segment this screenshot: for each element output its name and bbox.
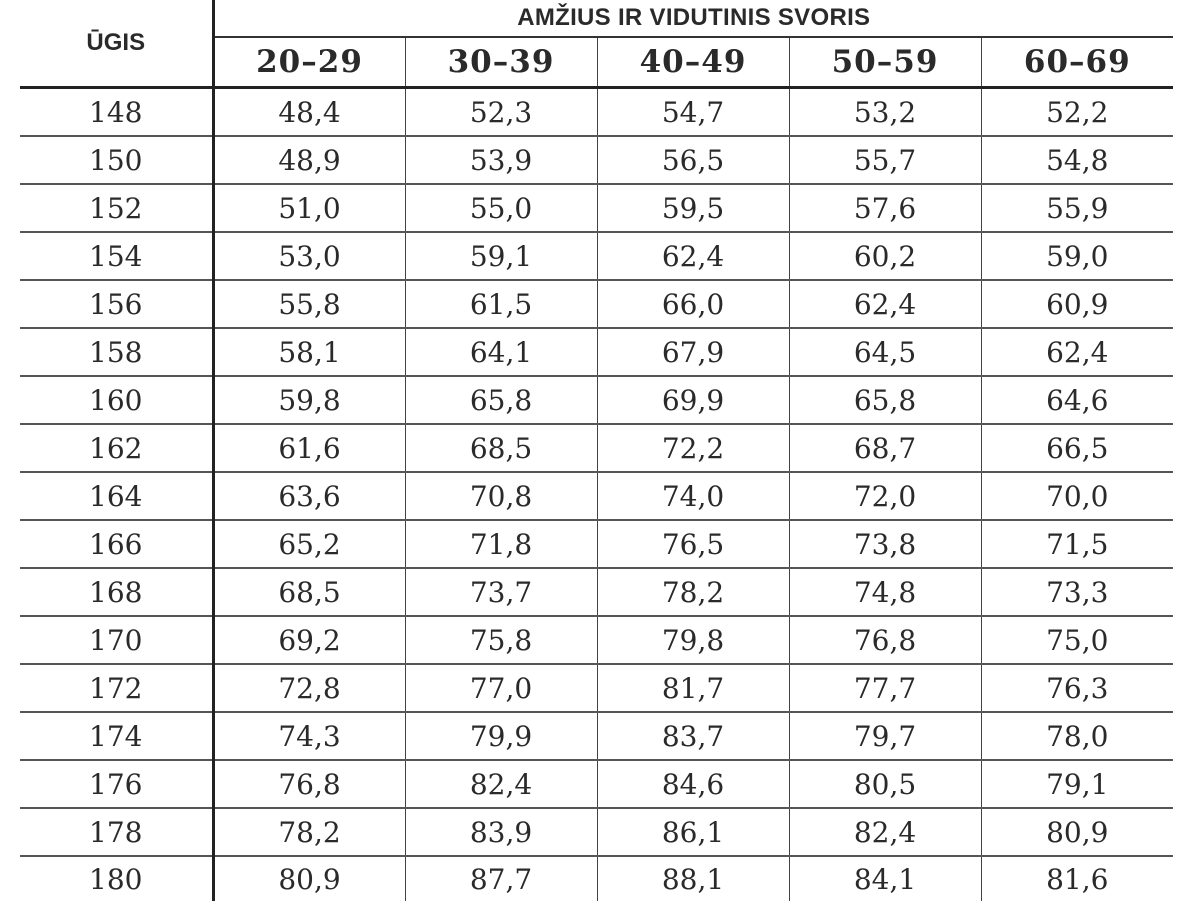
- table-row: [20, 856, 1173, 901]
- weight-cell: 64,1: [405, 328, 597, 376]
- age-group-header: 60–69: [981, 37, 1173, 88]
- weight-cell: 56,5: [597, 136, 789, 184]
- table-row: [20, 184, 1173, 232]
- weight-cell: 80,9: [278, 862, 341, 896]
- weight-cell: 55,8: [213, 280, 405, 328]
- table-body: [20, 88, 1173, 902]
- weight-cell: 87,7: [405, 856, 597, 901]
- weight-table: [20, 0, 1173, 901]
- age-group-header: 40–49: [597, 37, 789, 88]
- table-row: [20, 664, 1173, 712]
- weight-cell: 69,9: [597, 376, 789, 424]
- height-cell: 158: [20, 328, 213, 376]
- weight-cell: 84,6: [597, 760, 789, 808]
- height-cell: 152: [20, 184, 213, 232]
- height-cell: 176: [20, 760, 213, 808]
- weight-cell: 80,9: [981, 808, 1173, 856]
- weight-cell: 66,5: [981, 424, 1173, 472]
- weight-cell: 82,4: [405, 760, 597, 808]
- weight-cell: 78,2: [597, 568, 789, 616]
- weight-cell: 75,8: [405, 616, 597, 664]
- weight-cell: 55,0: [405, 184, 597, 232]
- weight-cell: 71,5: [981, 520, 1173, 568]
- height-cell: 160: [20, 376, 213, 424]
- weight-cell: 81,7: [597, 664, 789, 712]
- weight-cell: 53,0: [213, 232, 405, 280]
- weight-cell: 73,3: [981, 568, 1173, 616]
- weight-cell: 74,8: [789, 568, 981, 616]
- weight-cell: 59,5: [597, 184, 789, 232]
- weight-cell: 53,9: [405, 136, 597, 184]
- table-row: [20, 328, 1173, 376]
- weight-cell: 76,3: [981, 664, 1173, 712]
- weight-cell: 76,5: [597, 520, 789, 568]
- table-row: [20, 136, 1173, 184]
- weight-cell: 82,4: [789, 808, 981, 856]
- weight-cell: 64,6: [981, 376, 1173, 424]
- weight-cell: 64,5: [789, 328, 981, 376]
- height-cell: 178: [20, 808, 213, 856]
- weight-cell: 62,4: [597, 232, 789, 280]
- weight-cell: 65,8: [789, 376, 981, 424]
- weight-cell: 54,8: [981, 136, 1173, 184]
- height-cell: 148: [20, 88, 213, 137]
- weight-cell: 61,5: [405, 280, 597, 328]
- height-cell: 164: [20, 472, 213, 520]
- weight-cell: 81,6: [981, 856, 1173, 901]
- height-cell: 156: [20, 280, 213, 328]
- weight-cell: 60,9: [981, 280, 1173, 328]
- weight-cell: 52,2: [981, 88, 1173, 137]
- weight-cell: 72,8: [213, 664, 405, 712]
- weight-cell: 54,7: [597, 88, 789, 137]
- weight-cell: 86,1: [597, 808, 789, 856]
- weight-cell: 51,0: [213, 184, 405, 232]
- weight-cell: 48,4: [213, 88, 405, 137]
- weight-cell: 59,8: [213, 376, 405, 424]
- weight-cell: 77,0: [405, 664, 597, 712]
- table-row: [20, 520, 1173, 568]
- table-row: [20, 712, 1173, 760]
- weight-cell: 79,1: [981, 760, 1173, 808]
- weight-cell: 76,8: [213, 760, 405, 808]
- age-group-header: 30–39: [405, 37, 597, 88]
- weight-cell: 75,0: [981, 616, 1173, 664]
- weight-cell: 74,0: [597, 472, 789, 520]
- weight-cell: 78,2: [213, 808, 405, 856]
- weight-cell: 62,4: [789, 280, 981, 328]
- weight-cell: 84,1: [789, 856, 981, 901]
- weight-cell: 74,3: [213, 712, 405, 760]
- weight-cell: 53,2: [789, 88, 981, 137]
- table-row: [20, 424, 1173, 472]
- height-cell: 168: [20, 568, 213, 616]
- table-row: [20, 568, 1173, 616]
- header-row-title: [20, 0, 1173, 37]
- weight-cell: 76,8: [789, 616, 981, 664]
- height-cell: 170: [20, 616, 213, 664]
- weight-cell: 79,9: [405, 712, 597, 760]
- weight-cell: 88,1: [597, 856, 789, 901]
- weight-cell: 55,9: [981, 184, 1173, 232]
- height-cell: 180: [20, 856, 213, 901]
- weight-cell: 70,8: [405, 472, 597, 520]
- weight-cell: 48,9: [213, 136, 405, 184]
- weight-cell: 59,0: [981, 232, 1173, 280]
- weight-cell: 77,7: [789, 664, 981, 712]
- height-cell: 172: [20, 664, 213, 712]
- weight-cell: 72,2: [597, 424, 789, 472]
- height-cell: 166: [20, 520, 213, 568]
- weight-cell: 68,5: [213, 568, 405, 616]
- weight-cell: 63,6: [213, 472, 405, 520]
- height-cell: 174: [20, 712, 213, 760]
- weight-cell: 71,8: [405, 520, 597, 568]
- table-row: [20, 376, 1173, 424]
- table-row: [20, 472, 1173, 520]
- table-header: [20, 0, 1173, 88]
- weight-cell: 79,8: [597, 616, 789, 664]
- height-cell: 150: [20, 136, 213, 184]
- table-title: AMŽIUS IR VIDUTINIS SVORIS: [213, 0, 1173, 37]
- weight-cell: 72,0: [789, 472, 981, 520]
- weight-cell: 61,6: [213, 424, 405, 472]
- weight-cell: 52,3: [405, 88, 597, 137]
- height-cell: 162: [20, 424, 213, 472]
- weight-cell: 70,0: [981, 472, 1173, 520]
- weight-cell: 73,7: [405, 568, 597, 616]
- weight-cell: 60,2: [789, 232, 981, 280]
- table-row: [20, 280, 1173, 328]
- weight-cell: 83,9: [405, 808, 597, 856]
- weight-cell: 79,7: [789, 712, 981, 760]
- weight-cell: 62,4: [981, 328, 1173, 376]
- weight-cell: 58,1: [213, 328, 405, 376]
- table-row: [20, 808, 1173, 856]
- height-cell: 154: [20, 232, 213, 280]
- weight-cell: 66,0: [597, 280, 789, 328]
- weight-cell: 83,7: [597, 712, 789, 760]
- weight-cell: 68,5: [405, 424, 597, 472]
- weight-cell: 67,9: [597, 328, 789, 376]
- weight-cell: 69,2: [213, 616, 405, 664]
- weight-cell: 78,0: [981, 712, 1173, 760]
- weight-cell: 65,8: [405, 376, 597, 424]
- weight-cell: 55,7: [789, 136, 981, 184]
- age-group-header: 20–29: [213, 37, 405, 88]
- weight-cell: 65,2: [213, 520, 405, 568]
- height-column-header: ŪGIS: [20, 0, 213, 88]
- weight-cell: 68,7: [789, 424, 981, 472]
- table-row: [20, 616, 1173, 664]
- table-row: [20, 232, 1173, 280]
- weight-cell: 80,5: [789, 760, 981, 808]
- weight-cell: 73,8: [789, 520, 981, 568]
- weight-cell: 57,6: [789, 184, 981, 232]
- weight-cell: 59,1: [405, 232, 597, 280]
- table-row: [20, 760, 1173, 808]
- table-row: [20, 88, 1173, 137]
- age-group-header: 50–59: [789, 37, 981, 88]
